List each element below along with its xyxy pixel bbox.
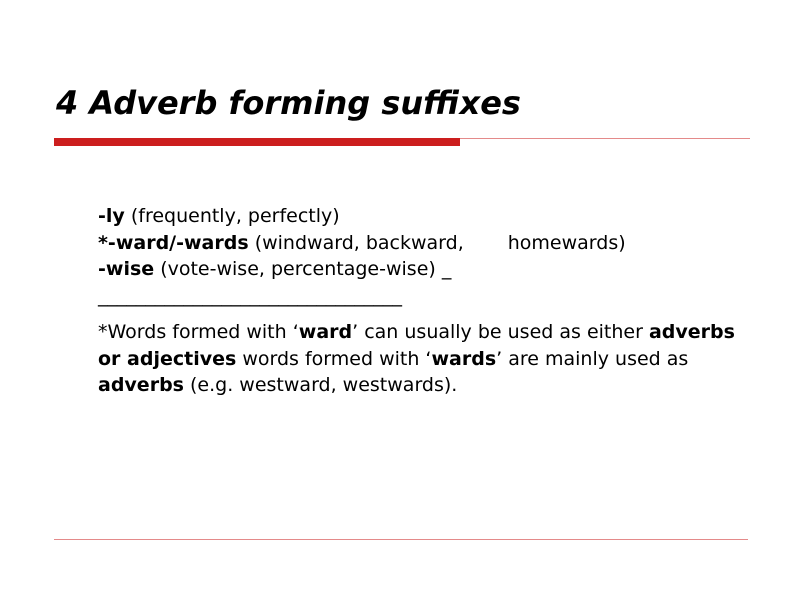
note-adverbs: adverbs [98, 374, 184, 396]
ly-line [98, 203, 758, 230]
ly-suffix: -ly [98, 205, 125, 227]
ward-examples: (windward, backward, [248, 231, 464, 254]
note-text-1: *Words formed with ‘ [98, 321, 299, 343]
title-underline-thin [460, 138, 750, 139]
ward-suffix: *-ward/-wards [98, 231, 249, 254]
underline-blank: ________________________________ [98, 284, 402, 307]
note-text-5: (e.g. westward, westwards). [183, 374, 458, 396]
footer-rule [54, 539, 748, 540]
slide-body [98, 203, 758, 399]
wise-line [98, 256, 758, 283]
wise-suffix: -wise [98, 258, 155, 280]
note-ward: ward [298, 321, 353, 343]
ward-line [98, 230, 758, 257]
note-paragraph [98, 319, 758, 399]
note-adverbs-adjectives: adverbs or adjectives [98, 321, 735, 370]
note-text-2: ’ can usually be used as either [352, 321, 649, 343]
note-wards: wards [431, 347, 497, 370]
slide-title: 4 Adverb forming suffixes [56, 84, 521, 122]
note-text-4: ’ are mainly used as [496, 347, 689, 370]
wise-examples: (vote-wise, percentage-wise) _ [154, 258, 452, 280]
note-text-3: words formed with ‘ [236, 347, 432, 370]
ward-examples-cont: homewards) [507, 231, 626, 254]
ly-examples: (frequently, perfectly) [124, 205, 340, 227]
title-underline-accent [54, 138, 460, 146]
